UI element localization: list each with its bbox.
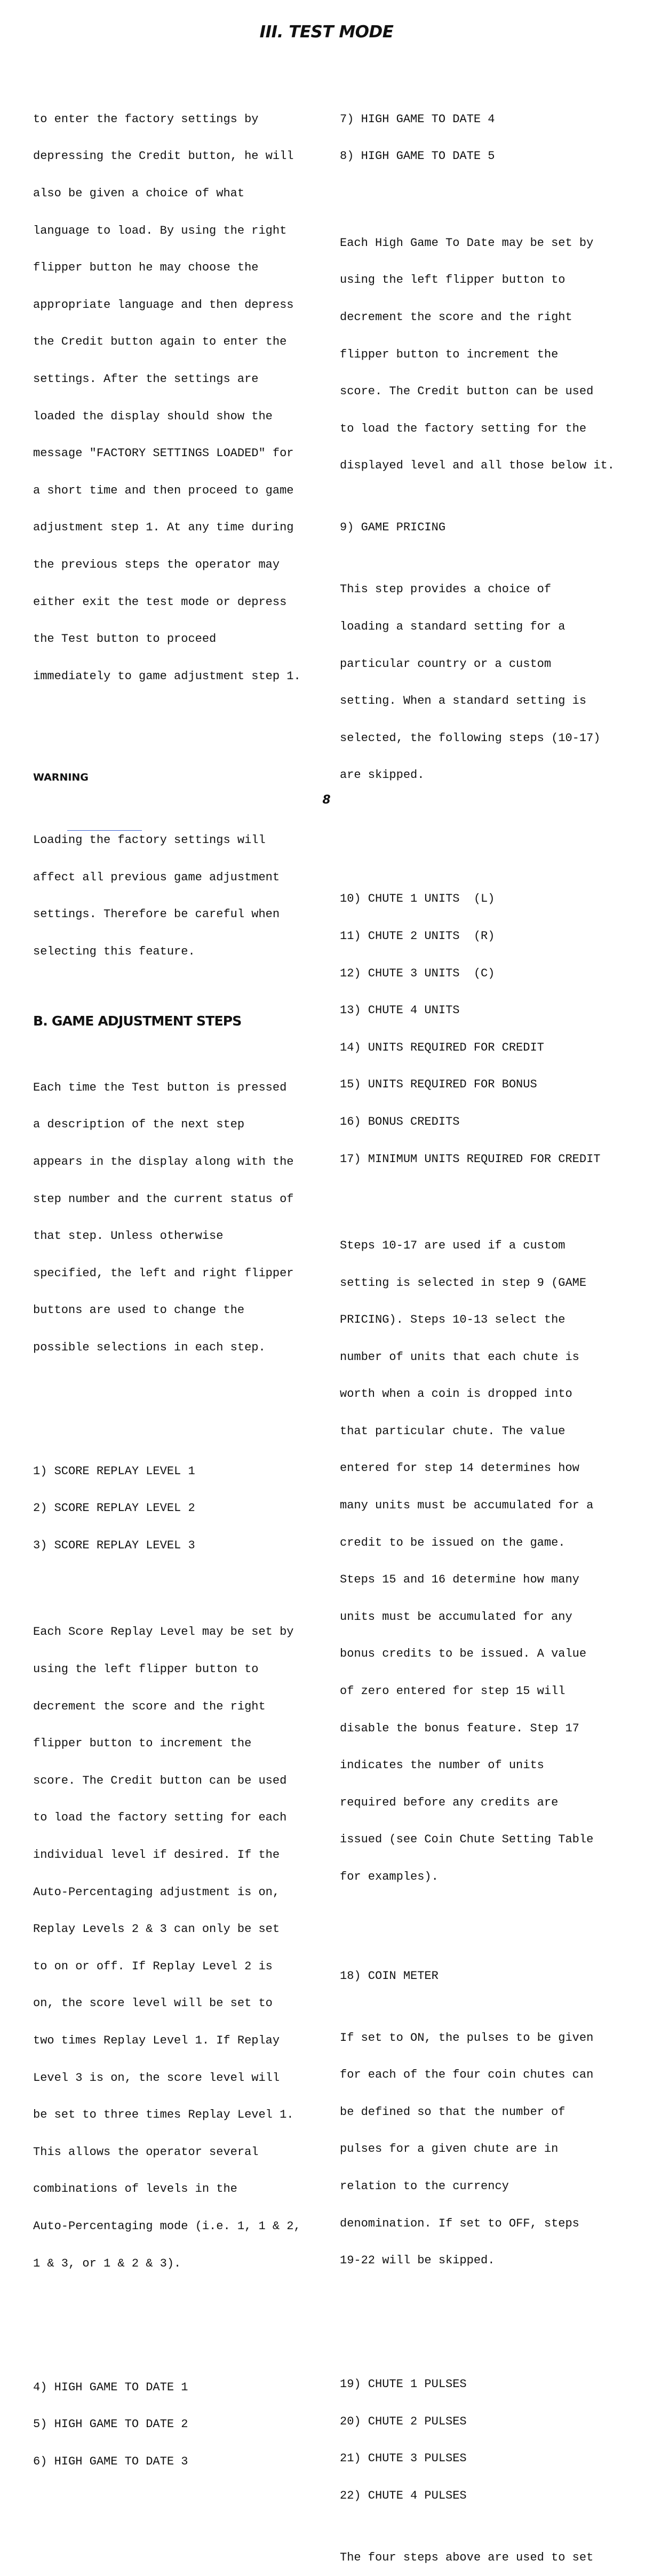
text-line: specified, the left and right flipper <box>33 1266 294 1280</box>
text-line: a short time and then proceed to game <box>33 483 294 497</box>
high-game-step-list <box>33 2356 321 2492</box>
text-line: Each Score Replay Level may be set by <box>33 1625 294 1639</box>
chute-paragraph <box>340 1215 639 1908</box>
text-line: displayed level and all those below it. <box>340 459 615 473</box>
text-line: that step. Unless otherwise <box>33 1229 224 1243</box>
text-line: bonus credits to be issued. A value <box>340 1647 587 1661</box>
left-column <box>33 63 321 2505</box>
step-item: 14) UNITS REQUIRED FOR CREDIT <box>340 1040 544 1054</box>
text-line: to load the factory setting for the <box>340 422 587 435</box>
text-line: Each High Game To Date may be set by <box>340 236 594 250</box>
text-line: decrement the score and the right <box>340 311 572 324</box>
scan-artifact-line <box>67 830 142 831</box>
text-line: particular country or a custom <box>340 657 552 671</box>
spacer <box>33 1403 321 1416</box>
text-line: 1 & 3, or 1 & 2 & 3). <box>33 2256 181 2270</box>
text-line: possible selections in each step. <box>33 1340 266 1354</box>
text-line: using the left flipper button to <box>340 273 566 287</box>
step-item: 7) HIGH GAME TO DATE 4 <box>340 112 495 126</box>
page-number: 8 <box>322 793 331 807</box>
text-line: individual level if desired. If the <box>33 1848 280 1862</box>
step-item: 6) HIGH GAME TO DATE 3 <box>33 2454 188 2468</box>
text-line: flipper button he may choose the <box>33 261 259 275</box>
step-item: 22) CHUTE 4 PULSES <box>340 2488 467 2502</box>
text-line: step number and the current status of <box>33 1192 294 1206</box>
text-line: Steps 10-17 are used if a custom <box>340 1238 566 1252</box>
text-line: settings. After the settings are <box>33 372 259 386</box>
text-line: Loading the factory settings will <box>33 833 266 847</box>
text-line: setting. When a standard setting is <box>340 694 587 708</box>
warning-heading: WARNING <box>33 772 89 784</box>
text-line: are skipped. <box>340 768 425 782</box>
text-line: language to load. By using the right <box>33 224 287 237</box>
text-line: also be given a choice of what <box>33 187 245 200</box>
pricing-paragraph <box>340 559 639 806</box>
text-line: settings. Therefore be careful when <box>33 908 280 921</box>
step-item: 11) CHUTE 2 UNITS (R) <box>340 929 495 943</box>
text-line: the previous steps the operator may <box>33 558 280 571</box>
text-line: to enter the factory settings by <box>33 112 259 126</box>
text-line: two times Replay Level 1. If Replay <box>33 2034 280 2047</box>
text-line: required before any credits are <box>340 1795 559 1809</box>
meter-paragraph <box>340 2007 639 2292</box>
step-item: 1) SCORE REPLAY LEVEL 1 <box>33 1464 195 1478</box>
text-line: affect all previous game adjustment <box>33 870 280 884</box>
text-line: setting is selected in step 9 (GAME <box>340 1276 587 1290</box>
text-line: on, the score level will be set to <box>33 1997 273 2010</box>
text-line: the Test button to proceed <box>33 632 217 646</box>
step-item: 17) MINIMUM UNITS REQUIRED FOR CREDIT <box>340 1152 601 1166</box>
text-line: to load the factory setting for each <box>33 1811 287 1825</box>
step-item: 15) UNITS REQUIRED FOR BONUS <box>340 1078 537 1092</box>
text-line: message "FACTORY SETTINGS LOADED" for <box>33 447 294 460</box>
high-game-paragraph <box>340 212 639 497</box>
text-line: combinations of levels in the <box>33 2182 237 2196</box>
step-item: 4) HIGH GAME TO DATE 1 <box>33 2380 188 2394</box>
text-line: This allows the operator several <box>33 2145 259 2159</box>
page-title: III. TEST MODE <box>259 22 394 42</box>
text-line: decrement the score and the right <box>33 1699 266 1713</box>
step-item: 2) SCORE REPLAY LEVEL 2 <box>33 1501 195 1515</box>
step-item: 5) HIGH GAME TO DATE 2 <box>33 2418 188 2431</box>
section-heading: B. GAME ADJUSTMENT STEPS <box>33 1013 242 1029</box>
right-column <box>340 63 639 2576</box>
section-intro-paragraph <box>33 1056 321 1378</box>
replay-paragraph <box>33 1601 321 2294</box>
text-line: pulses for a given chute are in <box>340 2142 559 2156</box>
text-line: either exit the test mode or depress <box>33 595 287 609</box>
chute-step-list <box>340 868 639 1190</box>
text-line: Steps 15 and 16 determine how many <box>340 1573 579 1587</box>
text-line: flipper button to increment the <box>340 347 559 361</box>
text-line: PRICING). Steps 10-13 select the <box>340 1313 566 1327</box>
text-line: issued (see Coin Chute Setting Table <box>340 1833 594 1847</box>
spacer <box>340 831 639 843</box>
text-line: adjustment step 1. At any time during <box>33 521 294 535</box>
text-line: credit to be issued on the game. <box>340 1536 566 1549</box>
text-line: flipper button to increment the <box>33 1737 252 1751</box>
text-line: If set to ON, the pulses to be given <box>340 2031 594 2045</box>
replay-step-list <box>33 1440 321 1576</box>
text-line: denomination. If set to OFF, steps <box>340 2216 579 2230</box>
step-item: 18) COIN METER <box>340 1969 439 1983</box>
text-line: indicates the number of units <box>340 1759 544 1772</box>
text-line: The four steps above are used to set <box>340 2550 594 2564</box>
text-line: Auto-Percentaging mode (i.e. 1, 1 & 2, <box>33 2219 301 2233</box>
text-line: to on or off. If Replay Level 2 is <box>33 1959 273 1973</box>
text-line: 19-22 will be skipped. <box>340 2254 495 2268</box>
text-line: entered for step 14 determines how <box>340 1461 579 1475</box>
text-line: using the left flipper button to <box>33 1663 259 1676</box>
step-item: 12) CHUTE 3 UNITS (C) <box>340 966 495 980</box>
intro-paragraph <box>33 88 321 707</box>
text-line: score. The Credit button can be used <box>340 385 594 399</box>
text-line: many units must be accumulated for a <box>340 1499 594 1513</box>
text-line: depressing the Credit button, he will <box>33 149 294 163</box>
text-line: for examples). <box>340 1870 439 1883</box>
step-item: 10) CHUTE 1 UNITS (L) <box>340 892 495 906</box>
text-line: the Credit button again to enter the <box>33 335 287 349</box>
step-item: 21) CHUTE 3 PULSES <box>340 2452 467 2466</box>
text-line: This step provides a choice of <box>340 583 552 597</box>
text-line: Auto-Percentaging adjustment is on, <box>33 1885 280 1899</box>
spacer <box>33 732 321 744</box>
text-line: Level 3 is on, the score level will <box>33 2071 280 2085</box>
text-line: worth when a coin is dropped into <box>340 1387 572 1401</box>
text-line: number of units that each chute is <box>340 1350 579 1364</box>
step-item: 13) CHUTE 4 UNITS <box>340 1004 460 1017</box>
step-item: 19) CHUTE 1 PULSES <box>340 2378 467 2391</box>
step-item: 9) GAME PRICING <box>340 521 446 535</box>
text-line: buttons are used to change the <box>33 1303 245 1317</box>
text-line: loading a standard setting for a <box>340 619 566 633</box>
spacer <box>33 2319 321 2332</box>
text-line: loaded the display should show the <box>33 409 273 423</box>
step-item: 8) HIGH GAME TO DATE 5 <box>340 149 495 163</box>
text-line: appropriate language and then depress <box>33 298 294 312</box>
text-line: be set to three times Replay Level 1. <box>33 2108 294 2122</box>
text-line: of zero entered for step 15 will <box>340 1684 566 1698</box>
text-line: selecting this feature. <box>33 944 195 958</box>
step-item: 3) SCORE REPLAY LEVEL 3 <box>33 1539 195 1553</box>
text-line: immediately to game adjustment step 1. <box>33 669 301 683</box>
text-line: relation to the currency <box>340 2179 509 2193</box>
spacer <box>340 2316 639 2328</box>
text-line: for each of the four coin chutes can <box>340 2068 594 2082</box>
text-line: that particular chute. The value <box>340 1424 566 1438</box>
warning-paragraph <box>33 809 321 983</box>
spacer <box>340 1933 639 1945</box>
step-item: 16) BONUS CREDITS <box>340 1115 460 1128</box>
text-line: Replay Levels 2 & 3 can only be set <box>33 1922 280 1936</box>
step-item: 20) CHUTE 2 PULSES <box>340 2414 467 2428</box>
text-line: selected, the following steps (10-17) <box>340 731 601 745</box>
text-line: be defined so that the number of <box>340 2105 566 2119</box>
text-line: Each time the Test button is pressed <box>33 1080 287 1094</box>
text-line: score. The Credit button can be used <box>33 1774 287 1787</box>
text-line: units must be accumulated for any <box>340 1610 572 1624</box>
text-line: a description of the next step <box>33 1118 245 1132</box>
text-line: disable the bonus feature. Step 17 <box>340 1721 579 1735</box>
text-line: appears in the display along with the <box>33 1155 294 1168</box>
high-game-step-list <box>340 88 639 187</box>
pulse-step-list <box>340 2354 639 2527</box>
